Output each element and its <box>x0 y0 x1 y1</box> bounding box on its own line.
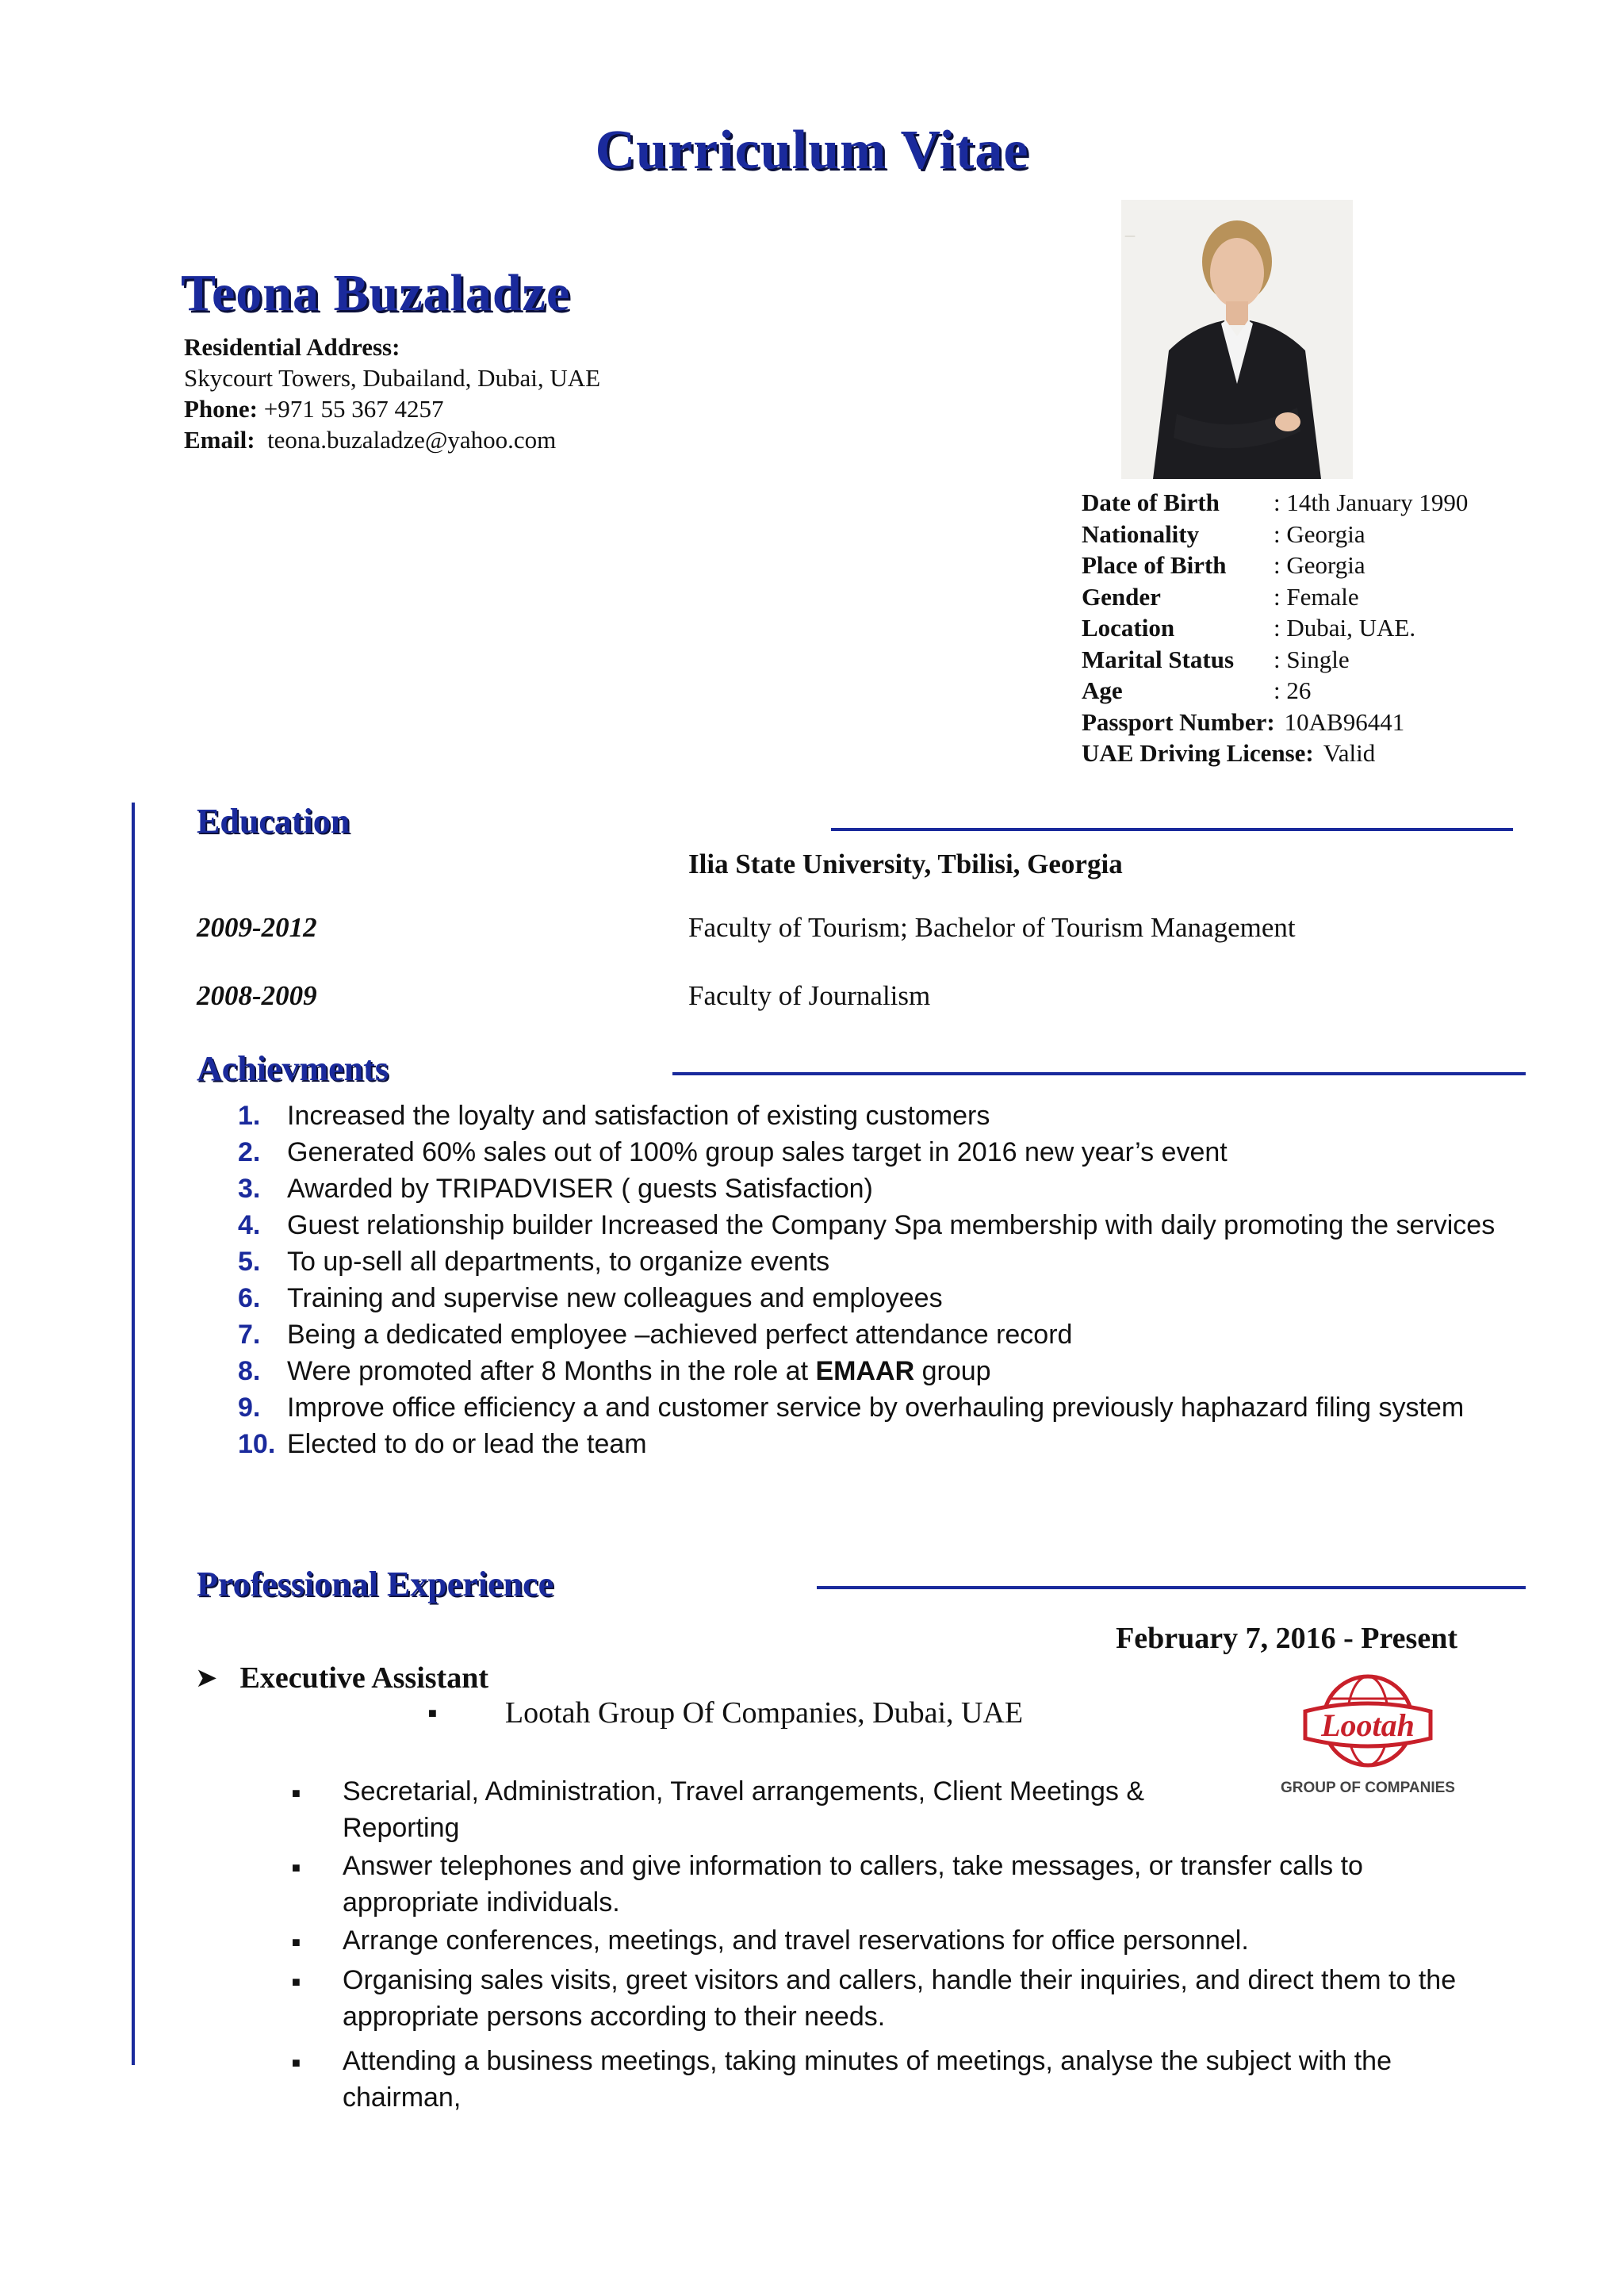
experience-bullet <box>292 1848 1481 1921</box>
personal-info-value: : Single <box>1274 645 1350 673</box>
achievements-heading: Achievments <box>197 1049 389 1088</box>
personal-info-row <box>1082 738 1468 769</box>
education-years-2: 2008-2009 <box>197 980 317 1011</box>
svg-text:—: — <box>1124 230 1136 243</box>
phone-label: Phone: <box>184 395 258 423</box>
personal-info-value: : 26 <box>1274 676 1312 704</box>
profile-photo <box>1121 200 1353 479</box>
education-heading: Education <box>197 802 350 841</box>
personal-info-row <box>1082 612 1468 644</box>
address-label: Residential Address: <box>184 333 400 361</box>
personal-info-label: Nationality <box>1082 519 1200 548</box>
personal-info-row <box>1082 707 1468 738</box>
logo-caption: GROUP OF COMPANIES <box>1281 1780 1455 1796</box>
experience-bullet <box>292 1962 1481 2035</box>
candidate-name: Teona Buzaladze <box>181 264 571 322</box>
personal-info-label: Marital Status <box>1082 645 1235 673</box>
achievement-number: 6. <box>238 1283 261 1313</box>
company-line <box>428 1695 1023 1730</box>
personal-info-value: : Female <box>1274 582 1359 611</box>
achievement-item <box>238 1170 1538 1207</box>
achievement-text-part: Were promoted after 8 Months in the role at <box>287 1356 816 1386</box>
personal-info-row <box>1082 675 1468 707</box>
job-role-title: Executive Assistant <box>239 1661 488 1695</box>
achievement-number: 4. <box>238 1210 261 1240</box>
experience-date: February 7, 2016 - Present <box>1116 1622 1457 1655</box>
job-role <box>195 1661 488 1695</box>
contact-block <box>184 331 600 455</box>
logo-wordmark: Lootah <box>1321 1707 1415 1743</box>
phone-value: +971 55 367 4257 <box>263 395 444 423</box>
achievement-text <box>287 1353 1538 1389</box>
personal-info-label: UAE Driving License: <box>1082 739 1314 767</box>
experience-heading: Professional Experience <box>197 1565 554 1603</box>
square-bullet-icon: ■ <box>292 1974 301 1990</box>
personal-info-value: : Dubai, UAE. <box>1274 614 1416 642</box>
experience-bullet-text: Organising sales visits, greet visitors and callers, handle their inquiries, and direct them to the appropriate persons according to their needs. <box>343 1965 1457 2032</box>
square-bullet-icon: ■ <box>292 1860 301 1875</box>
personal-info-row <box>1082 550 1468 581</box>
personal-info-value: : Georgia <box>1274 551 1365 579</box>
experience-bullets <box>292 1773 1481 2117</box>
personal-info-value: : Georgia <box>1274 519 1365 548</box>
personal-info-row <box>1082 519 1468 550</box>
personal-info-label: Place of Birth <box>1082 551 1227 579</box>
achievement-number: 8. <box>238 1356 261 1386</box>
university-name: Ilia State University, Tbilisi, Georgia <box>688 849 1123 879</box>
experience-bullet-text: Secretarial, Administration, Travel arrangements, Client Meetings & Reporting <box>343 1776 1145 1843</box>
personal-info-value: : 14th January 1990 <box>1274 489 1469 516</box>
square-bullet-icon: ■ <box>292 2055 301 2071</box>
education-years-1: 2009-2012 <box>197 912 317 943</box>
achievement-text: Elected to do or lead the team <box>287 1429 647 1459</box>
personal-info <box>1082 487 1468 769</box>
achievement-text: To up-sell all departments, to organize events <box>287 1247 830 1277</box>
achievement-text: Increased the loyalty and satisfaction of existing customers <box>287 1101 990 1131</box>
achievement-number: 3. <box>238 1174 261 1204</box>
arrow-bullet-icon: ➤ <box>195 1663 218 1693</box>
personal-info-row <box>1082 487 1468 519</box>
achievement-item <box>238 1316 1538 1353</box>
achievement-number: 2. <box>238 1137 261 1167</box>
achievement-text: Generated 60% sales out of 100% group sales target in 2016 new year’s event <box>287 1137 1228 1167</box>
square-bullet-icon: ■ <box>428 1704 437 1721</box>
personal-info-label: Location <box>1082 614 1175 642</box>
achievement-item <box>238 1243 1538 1280</box>
achievement-text: Guest relationship builder Increased the Company Spa membership with daily promoting the services <box>287 1210 1496 1240</box>
achievement-item <box>238 1426 1538 1462</box>
personal-info-row <box>1082 644 1468 676</box>
experience-bullet <box>292 1773 1481 1846</box>
education-divider <box>831 828 1513 831</box>
personal-info-value: Valid <box>1323 739 1376 767</box>
personal-info-value: 10AB96441 <box>1284 707 1405 736</box>
personal-info-label: Date of Birth <box>1082 489 1220 516</box>
achievement-item <box>238 1098 1538 1134</box>
achievement-text: Awarded by TRIPADVISER ( guests Satisfaction) <box>287 1174 873 1204</box>
education-desc-2: Faculty of Journalism <box>688 980 931 1011</box>
personal-info-row <box>1082 581 1468 613</box>
education-desc-1: Faculty of Tourism; Bachelor of Tourism Management <box>688 912 1296 943</box>
personal-info-label: Passport Number: <box>1082 707 1275 736</box>
experience-bullet-text: Answer telephones and give information to callers, take messages, or transfer calls to appropriate individuals. <box>343 1851 1363 1918</box>
achievement-text: Being a dedicated employee –achieved perfect attendance record <box>287 1320 1073 1350</box>
company-name: Lootah Group Of Companies, Dubai, UAE <box>504 1696 1024 1730</box>
personal-info-label: Gender <box>1082 582 1161 611</box>
achievement-number: 10. <box>238 1429 276 1459</box>
address-value: Skycourt Towers, Dubailand, Dubai, UAE <box>184 364 601 392</box>
achievement-text-bold: EMAAR <box>815 1356 915 1386</box>
achievement-number: 1. <box>238 1101 261 1131</box>
experience-bullet-text: Arrange conferences, meetings, and travel reservations for office personnel. <box>343 1925 1249 1956</box>
achievements-list <box>238 1098 1538 1462</box>
achievements-divider <box>672 1072 1526 1075</box>
achievement-number: 7. <box>238 1320 261 1350</box>
achievement-item <box>238 1353 1538 1389</box>
experience-bullet <box>292 2043 1481 2116</box>
achievement-item <box>238 1207 1538 1243</box>
achievement-text-part: group <box>914 1356 991 1386</box>
square-bullet-icon: ■ <box>292 1785 301 1801</box>
achievement-number: 9. <box>238 1393 261 1423</box>
achievement-item <box>238 1280 1538 1316</box>
experience-bullet-text: Attending a business meetings, taking minutes of meetings, analyse the subject with the chairman, <box>343 2046 1392 2113</box>
achievement-number: 5. <box>238 1247 261 1277</box>
achievement-text: Training and supervise new colleagues and employees <box>287 1283 943 1313</box>
experience-divider <box>817 1586 1526 1589</box>
left-accent-line <box>132 803 135 2065</box>
achievement-text: Improve office efficiency a and customer service by overhauling previously haphazard filing system <box>287 1393 1465 1423</box>
experience-bullet <box>292 1922 1481 1960</box>
square-bullet-icon: ■ <box>292 1934 301 1950</box>
achievement-item <box>238 1134 1538 1170</box>
email-value: teona.buzaladze@yahoo.com <box>267 426 557 454</box>
cv-title: Curriculum Vitae <box>595 120 1029 181</box>
achievement-item <box>238 1389 1538 1426</box>
personal-info-label: Age <box>1082 676 1123 704</box>
email-label: Email: <box>184 426 255 454</box>
